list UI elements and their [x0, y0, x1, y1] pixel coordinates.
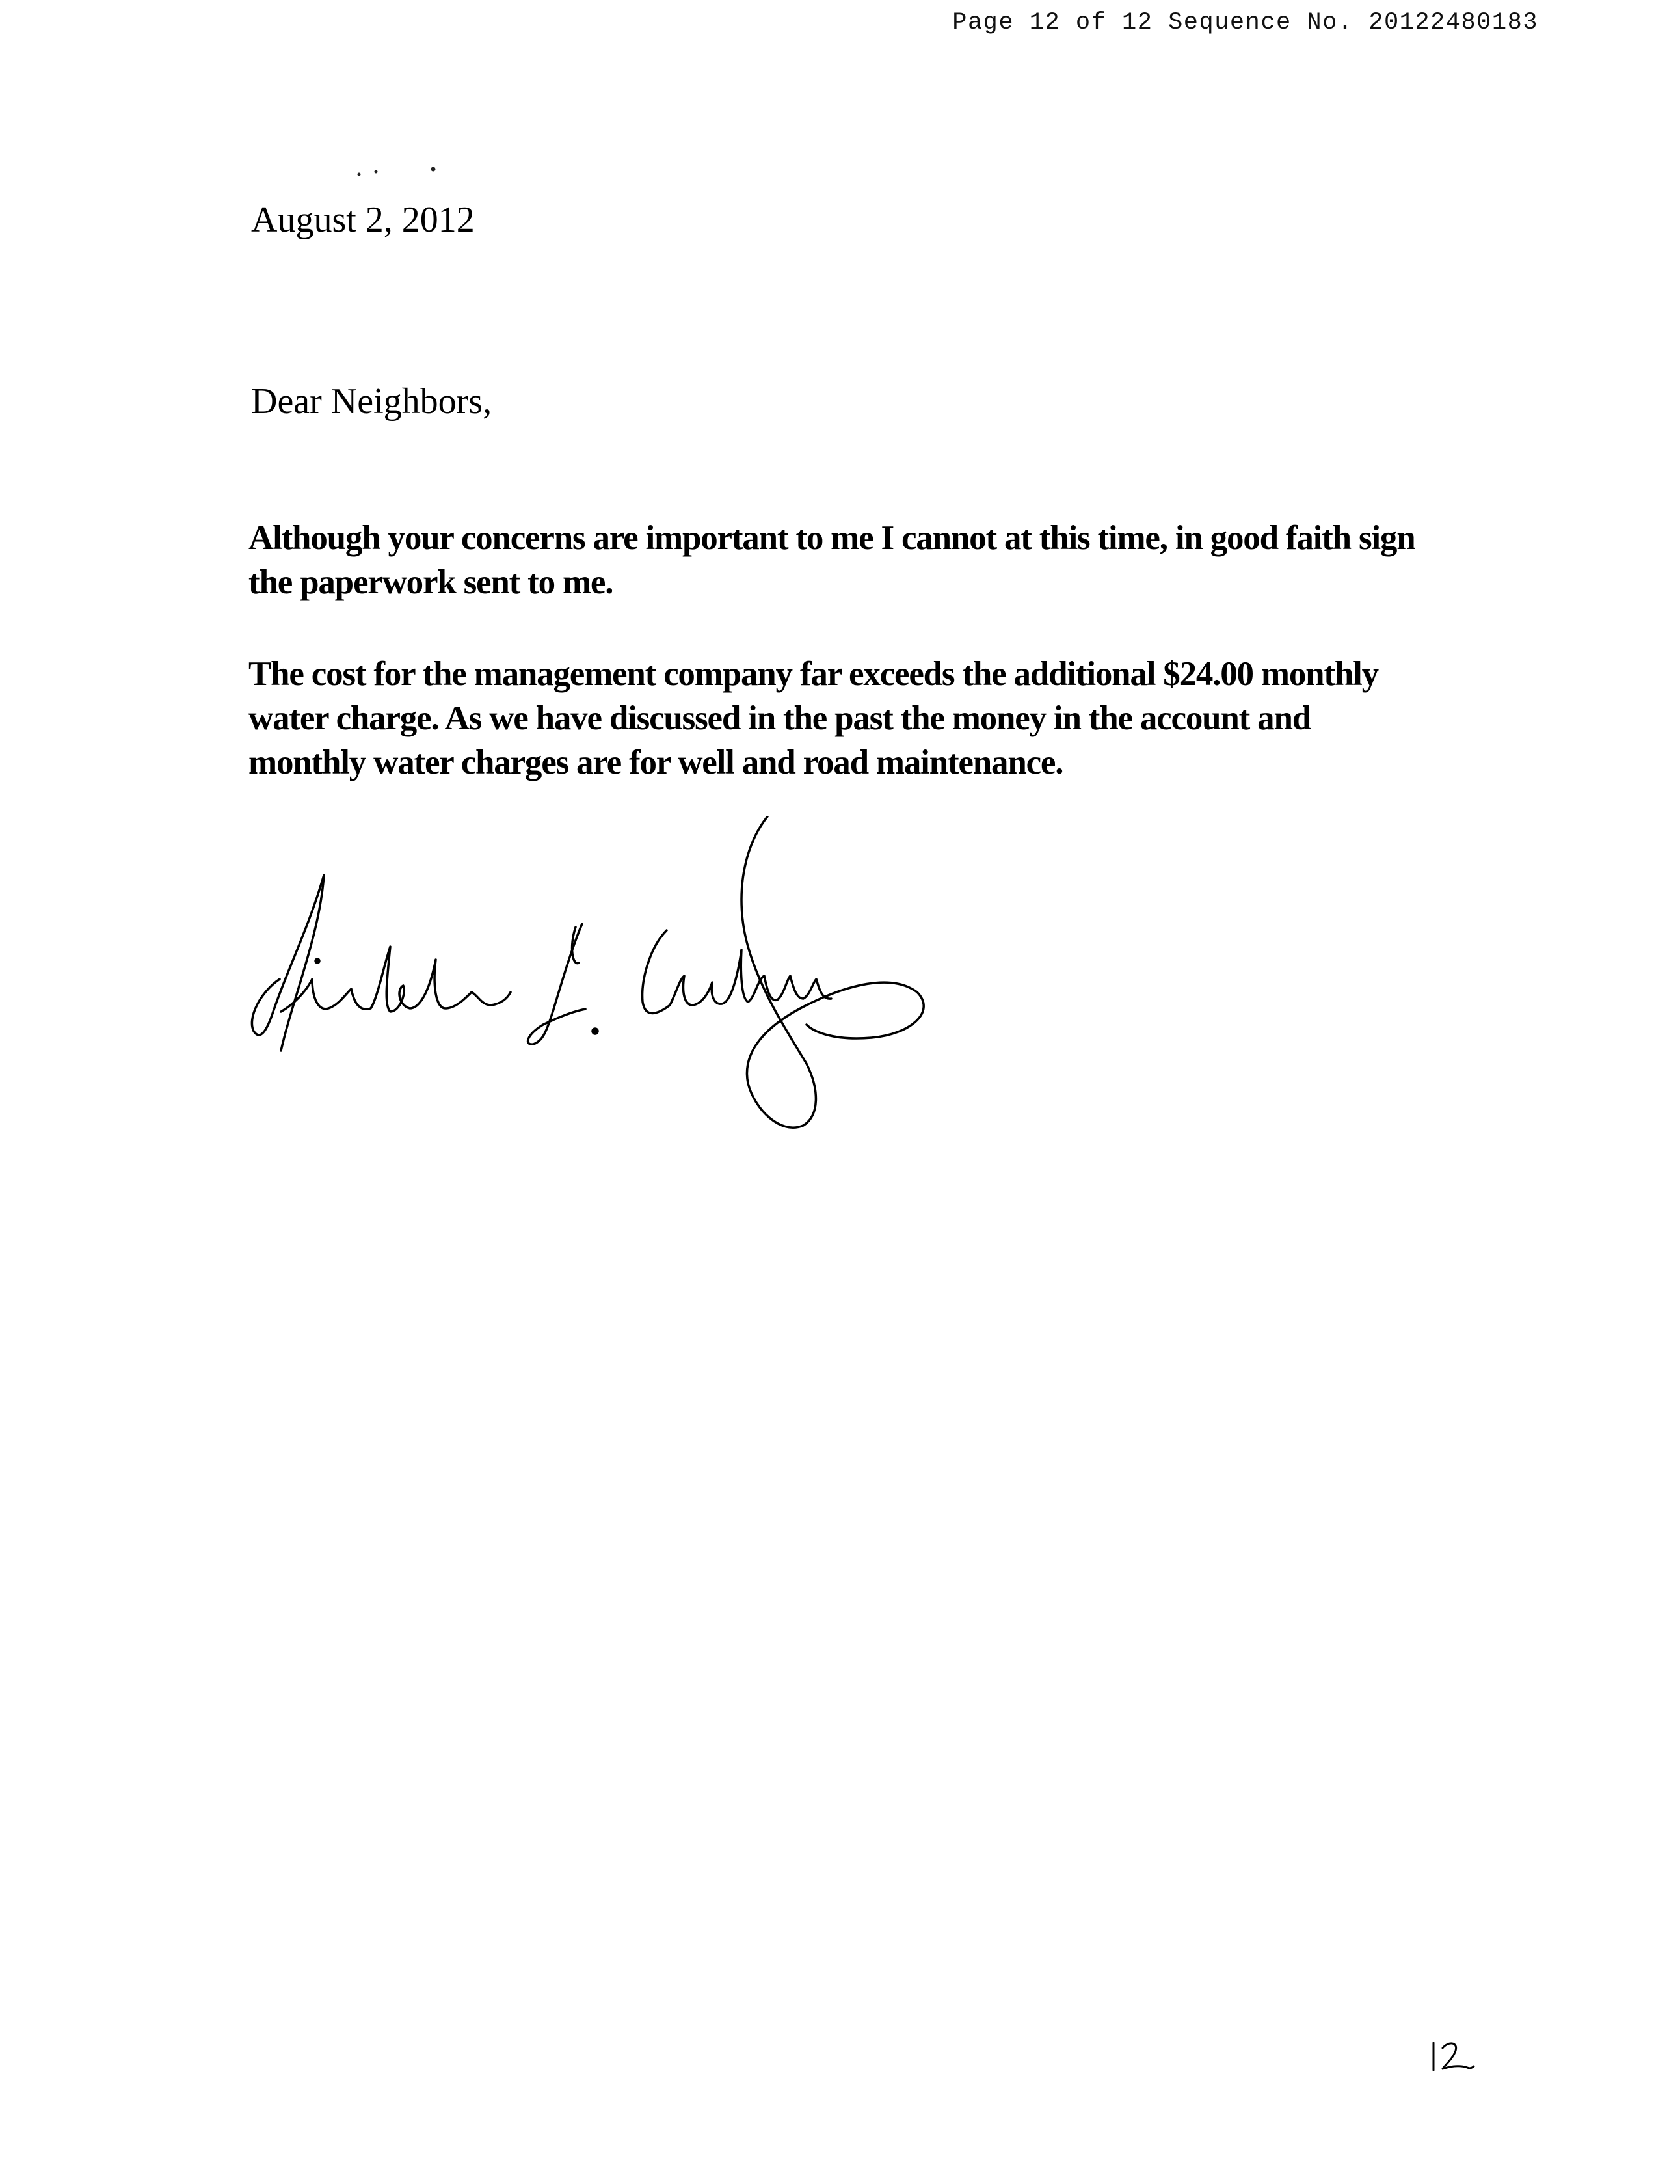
page-sequence-header: Page 12 of 12 Sequence No. 20122480183 — [952, 9, 1538, 36]
handwritten-signature — [247, 816, 930, 1129]
scan-specks — [356, 164, 447, 183]
letter-date: August 2, 2012 — [251, 200, 475, 240]
letter-salutation: Dear Neighbors, — [251, 381, 492, 422]
letter-paragraph-1: Although your concerns are important to me I cannot at this time, in good faith sign the paperwork sent to me. — [248, 519, 1415, 601]
handwritten-page-number — [1428, 2036, 1480, 2075]
letter-paragraph-2: The cost for the management company far exceeds the additional $24.00 monthly water charge. As we have discussed in the past the money in the account and monthly water charges are for well and road maintenance. — [248, 655, 1378, 781]
